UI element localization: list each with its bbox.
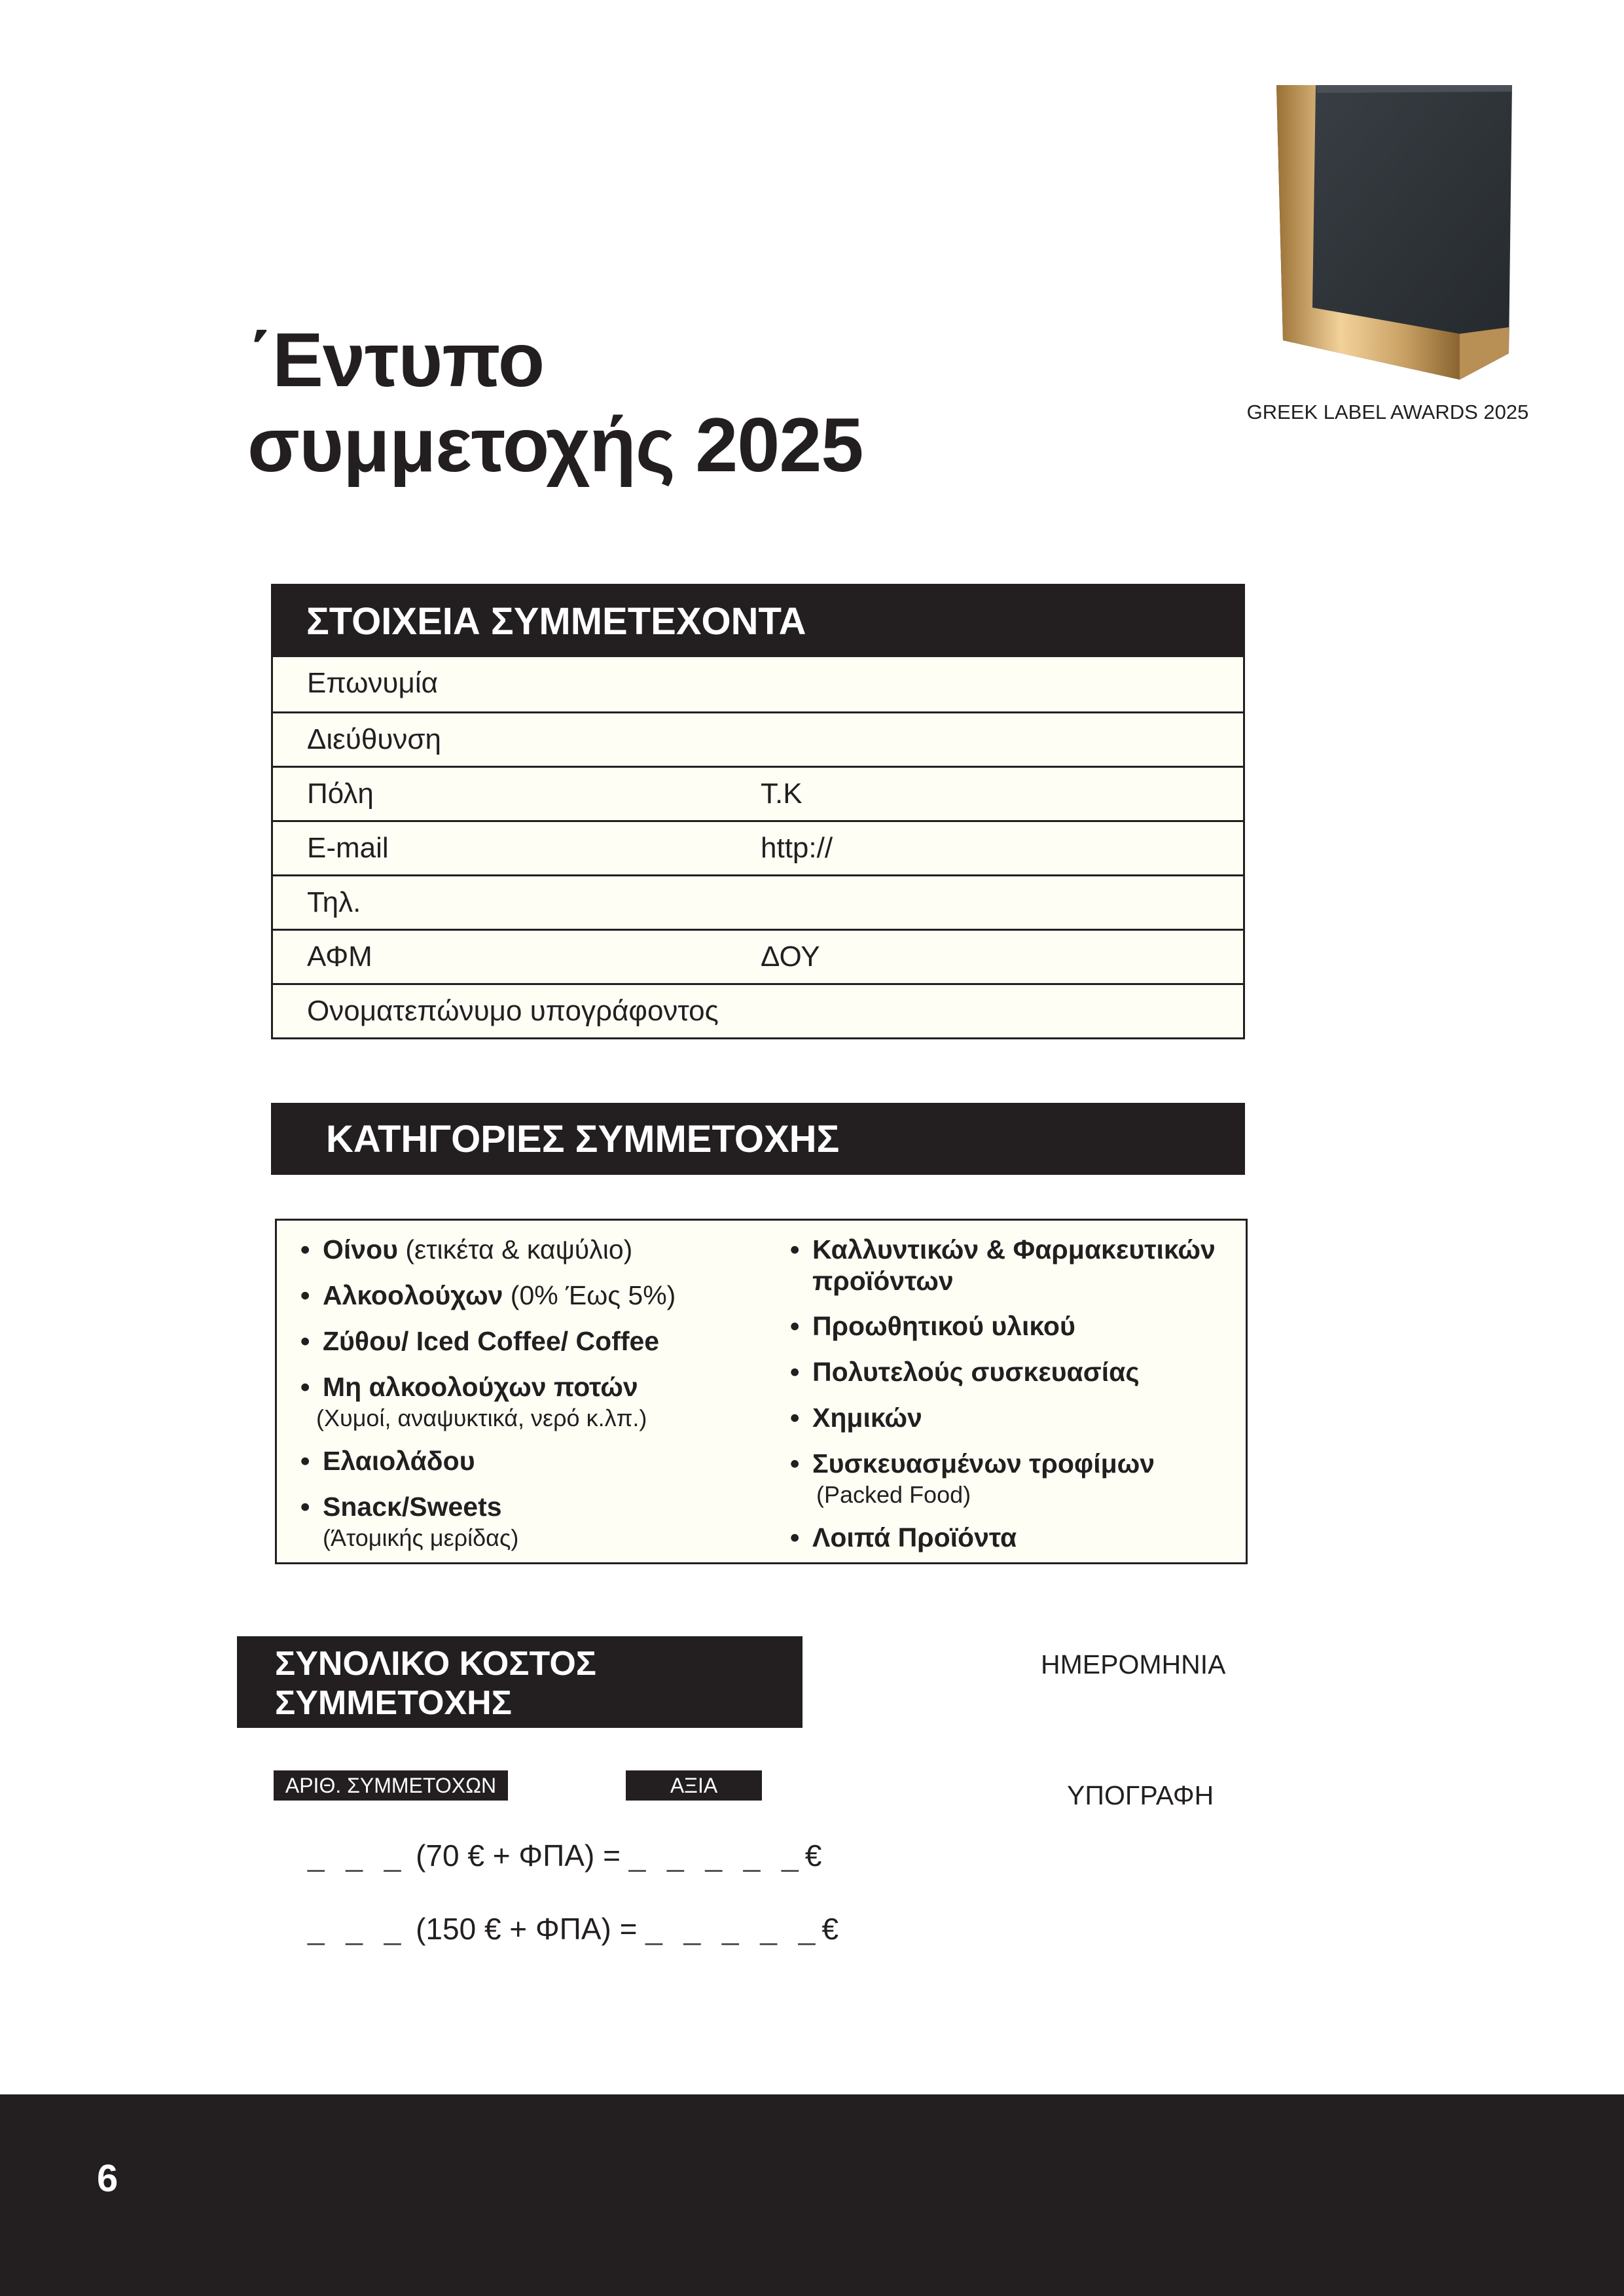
entries-count-label: ΑΡΙΘ. ΣΥΜΜΕΤΟΧΩΝ	[274, 1770, 508, 1801]
category-label: Snacκ/Sweets	[323, 1492, 502, 1522]
price-text: (70 € + ΦΠΑ) =	[416, 1839, 621, 1873]
bullet: •	[790, 1448, 800, 1479]
categories-box	[275, 1219, 1248, 1564]
total-blank[interactable]: _ _ _ _ _	[628, 1839, 805, 1873]
category-note: (ετικέτα & καψύλιο)	[405, 1234, 633, 1265]
category-item[interactable]	[790, 1310, 1075, 1342]
form-row-name[interactable]	[273, 657, 1243, 711]
field-label: http://	[761, 832, 833, 864]
field-label: Πόλη	[307, 778, 374, 810]
bullet: •	[790, 1234, 800, 1265]
field-label: Επωνυμία	[307, 667, 439, 699]
categories-section-header: ΚΑΤΗΓΟΡΙΕΣ ΣΥΜΜΕΤΟΧΗΣ	[271, 1103, 1245, 1175]
page-title-line-1: ΄Εντυπο	[247, 317, 545, 403]
cost-line-150[interactable]	[308, 1911, 839, 1946]
category-label: Χημικών	[812, 1403, 922, 1433]
category-item[interactable]	[790, 1234, 1216, 1297]
category-label: Ζύθου/ Iced Coffee/ Coffee	[323, 1326, 660, 1356]
category-label: Προωθητικού υλικού	[812, 1311, 1075, 1341]
form-row-vat[interactable]	[273, 929, 1243, 983]
form-row-address[interactable]	[273, 711, 1243, 766]
category-item[interactable]	[790, 1522, 1017, 1553]
bullet: •	[300, 1234, 310, 1265]
currency-symbol: €	[821, 1912, 839, 1946]
bullet: •	[300, 1326, 310, 1356]
category-subnote: (Packed Food)	[816, 1481, 971, 1508]
bullet: •	[300, 1372, 310, 1402]
count-blank[interactable]: _ _ _	[308, 1839, 408, 1873]
bullet: •	[790, 1522, 800, 1552]
page-footer	[0, 2094, 1624, 2296]
count-blank[interactable]: _ _ _	[308, 1912, 408, 1946]
signature-label: ΥΠΟΓΡΑΦΗ	[1067, 1780, 1214, 1810]
cost-line-70[interactable]	[308, 1838, 821, 1873]
bullet: •	[790, 1403, 800, 1433]
value-label: ΑΞΙΑ	[626, 1770, 762, 1801]
category-label-continued: προϊόντων	[812, 1266, 954, 1296]
category-item[interactable]	[790, 1448, 1155, 1511]
trophy-image	[1263, 72, 1519, 386]
category-label: Οίνου	[323, 1234, 398, 1265]
category-item[interactable]	[300, 1325, 660, 1357]
category-label: Πολυτελούς συσκευασίας	[812, 1357, 1140, 1387]
date-label: ΗΜΕΡΟΜΗΝΙΑ	[1041, 1649, 1226, 1679]
total-cost-section-header	[237, 1636, 803, 1728]
category-label: Καλλυντικών & Φαρμακευτικών	[812, 1234, 1216, 1265]
form-row-signatory[interactable]	[273, 983, 1243, 1037]
page-title	[247, 317, 863, 488]
page-title-line-2: συμμετοχής 2025	[247, 402, 863, 488]
bullet: •	[300, 1492, 310, 1522]
trophy-caption: GREEK LABEL AWARDS 2025	[1246, 401, 1529, 423]
field-label: ΑΦΜ	[307, 941, 372, 973]
category-label: Συσκευασμένων τροφίμων	[812, 1448, 1155, 1479]
price-text: (150 € + ΦΠΑ) =	[416, 1912, 638, 1946]
form-row-email[interactable]	[273, 820, 1243, 874]
page-number: 6	[97, 2157, 118, 2200]
form-row-phone[interactable]	[273, 874, 1243, 929]
bullet: •	[300, 1280, 310, 1310]
field-label: Τηλ.	[307, 886, 361, 918]
form-row-city[interactable]	[273, 766, 1243, 820]
total-cost-header-line-1: ΣΥΝΟΛΙΚΟ ΚΟΣΤΟΣ	[275, 1645, 596, 1683]
category-label: Λοιπά Προϊόντα	[812, 1522, 1017, 1552]
category-label: Ελαιολάδου	[323, 1446, 475, 1476]
category-item[interactable]	[300, 1491, 519, 1554]
category-subnote: (Χυμοί, αναψυκτικά, νερό κ.λπ.)	[316, 1405, 647, 1431]
field-label: Διεύθυνση	[307, 723, 442, 755]
total-blank[interactable]: _ _ _ _ _	[645, 1912, 822, 1946]
category-subnote: (Άτομικής μερίδας)	[323, 1524, 519, 1551]
category-item[interactable]	[300, 1371, 647, 1434]
bullet: •	[790, 1357, 800, 1387]
field-label: Ονοματεπώνυμο υπογράφοντος	[307, 995, 719, 1027]
category-label: Μη αλκοολούχων ποτών	[323, 1372, 638, 1402]
category-label: Αλκοολούχων	[323, 1280, 503, 1310]
bullet: •	[300, 1446, 310, 1476]
field-label: E-mail	[307, 832, 389, 864]
bullet: •	[790, 1311, 800, 1341]
field-label: ΔΟΥ	[761, 941, 820, 973]
participant-section-header: ΣΤΟΙΧΕΙΑ ΣΥΜΜΕΤΕΧΟΝΤΑ	[271, 584, 1245, 657]
category-item[interactable]	[300, 1445, 475, 1477]
category-item[interactable]	[300, 1280, 676, 1311]
field-label: Τ.Κ	[761, 778, 803, 810]
category-item[interactable]	[790, 1402, 922, 1433]
total-cost-header-line-2: ΣΥΜΜΕΤΟΧΗΣ	[275, 1684, 512, 1722]
participant-form	[271, 657, 1245, 1039]
category-item[interactable]	[300, 1234, 633, 1265]
category-item[interactable]	[790, 1356, 1140, 1388]
currency-symbol: €	[804, 1839, 822, 1873]
category-note: (0% Έως 5%)	[510, 1280, 676, 1310]
